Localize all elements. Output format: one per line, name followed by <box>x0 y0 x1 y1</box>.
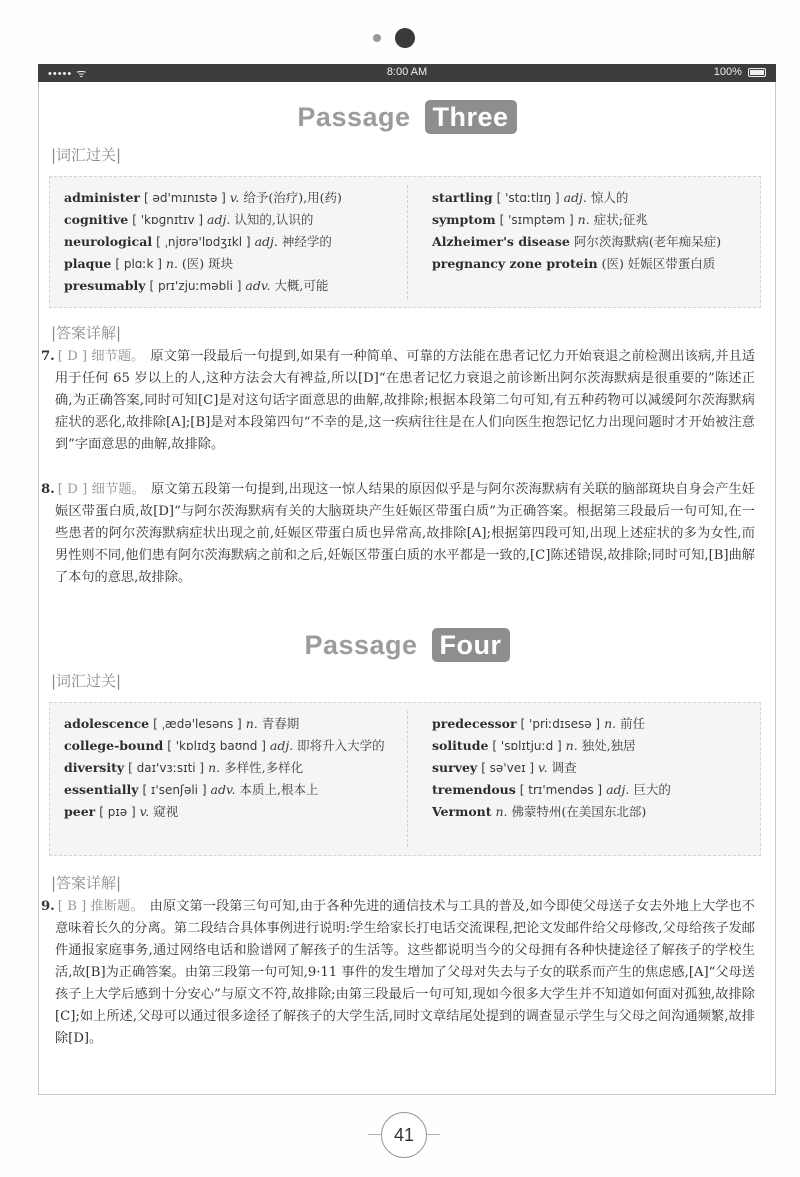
answer-text: 原文第五段第一句提到,出现这一惊人结果的原因似乎是与阿尔茨海默病有关联的脑部斑块自身会产生妊娠区带蛋白质,故[D]“与阿尔茨海默病有关的大脑斑块产生妊娠区带蛋白质”为正确答案。根据第三段最后一句可知,在一些患者的阿尔茨海默病症状出现之前,妊娠区带蛋白质也异常高,故排除[A];根据第四段可知,出现上述症状的多为女性,而男性则不同,他们患有阿尔茨海默病之前和之后,妊娠区带蛋白质的水平都是一致的,[C]陈述错误,故排除;同时可知,[B]曲解了本句的意思,故排除。 <box>55 482 755 585</box>
vocab-divider <box>407 185 408 299</box>
vocab-item: administer [ əd'mɪnɪstə ] v. 给予(治疗),用(药) <box>64 190 342 205</box>
answer-text: 由原文第一段第三句可知,由于各种先进的通信技术与工具的普及,如今即使父母送子女去外地上大学也不意味着长久的分离。第二段结合具体事例进行说明:学生给家长打电话交流课程,把论文发邮件给父母修改,父母给孩子发邮件通报家庭事务,通过网络电话和脸谱网了解孩子的生活等。这些都说明当今的父母拥有各种快捷途径了解孩子的学校生活,故[B]为正确答案。由第三段第一句可知,9·11 事件的发生增加了父母对失去与子女的联系而产生的焦虑感,[A]“父母送孩子上大学后感到十分安心”与原文不符,故排除;由第三段最后一句可知,现如今很多大学生并不知道如何面对孤独,故排除[C];如上所述,父母可以通过很多途径了解孩子的大学生活,同时文章结尾处提到的调查显示学生与父母之间沟通频繁,故排除[D]。 <box>55 899 755 1046</box>
question-number: 8. <box>41 482 55 497</box>
vocab-item: diversity [ daɪ'vɜːsɪti ] n. 多样性,多样化 <box>64 760 304 775</box>
vocab-item: cognitive [ 'kɒɡnɪtɪv ] adj. 认知的,认识的 <box>64 212 314 227</box>
device-camera <box>0 26 800 50</box>
vocab-item: neurological [ ˌnjʊrə'lɒdʒɪkl ] adj. 神经学的 <box>64 234 332 249</box>
vocab-item: essentially [ ɪ'senʃəli ] adv. 本质上,根本上 <box>64 782 319 797</box>
vocab-item: survey [ sə'veɪ ] v. 调查 <box>432 760 577 775</box>
passage-label: Passage <box>304 630 418 660</box>
vocab-column-left <box>64 187 342 297</box>
answer-option: [ D ] <box>57 482 88 497</box>
passage-number: Three <box>425 100 517 134</box>
vocab-item: solitude [ 'sɒlɪtjuːd ] n. 独处,独居 <box>432 738 636 753</box>
vocab-box <box>49 702 761 856</box>
status-bar <box>38 64 776 82</box>
sensor-dot <box>373 34 381 42</box>
vocab-item: symptom [ 'sɪmptəm ] n. 症状;征兆 <box>432 212 648 227</box>
answer-heading: |答案详解| <box>51 874 122 892</box>
answer-item <box>41 346 756 456</box>
vocab-box <box>49 176 761 308</box>
question-type: 细节题。 <box>91 349 145 364</box>
vocab-column-left <box>64 713 399 823</box>
vocab-item: presumably [ prɪ'zjuːməbli ] adv. 大概,可能 <box>64 278 329 293</box>
vocab-column-right <box>432 713 671 823</box>
vocab-item: tremendous [ trɪ'mendəs ] adj. 巨大的 <box>432 782 671 797</box>
page-number-rule-right <box>427 1134 440 1135</box>
answer-option: [ B ] <box>57 899 87 914</box>
answer-option: [ D ] <box>57 349 88 364</box>
question-number: 9. <box>41 899 55 914</box>
vocab-column-right <box>432 187 721 275</box>
passage-four-title <box>39 628 775 662</box>
question-type: 推断题。 <box>90 899 144 914</box>
answer-text: 原文第一段最后一句提到,如果有一种简单、可靠的方法能在患者记忆力开始衰退之前检测出该病,并且适用于任何 65 岁以上的人,这种方法会大有裨益,所以[D]“在患者记忆力衰退之前诊断出阿尔茨海默病是很重要的”陈述正确,为正确答案,同时可知[C]是对这句话字面意思的曲解,故排除;根据本段第二句可知,有五种药物可以减缓阿尔茨海默病症状的恶化,故排除[A];[B]是对本段第四句“不幸的是,这一疾病往往是在人们向医生抱怨记忆力出现问题时才开始被注意到”字面意思的曲解,故排除。 <box>55 349 756 452</box>
vocab-item: Alzheimer's disease 阿尔茨海默病(老年痴呆症) <box>432 234 722 249</box>
vocab-item: Vermont n. 佛蒙特州(在美国东北部) <box>432 804 647 819</box>
passage-label: Passage <box>297 102 411 132</box>
vocab-item: adolescence [ ˌædə'lesəns ] n. 青春期 <box>64 716 300 731</box>
vocab-item: startling [ 'stɑːtlɪŋ ] adj. 惊人的 <box>432 190 629 205</box>
camera-lens <box>395 28 415 48</box>
signal-icon: ••••• ᯤ <box>48 68 88 80</box>
vocab-heading: |词汇过关| <box>51 672 122 690</box>
page-number: 41 <box>381 1112 427 1158</box>
vocab-item: peer [ pɪə ] v. 窥视 <box>64 804 179 819</box>
battery-icon <box>748 68 766 77</box>
vocab-item: predecessor [ 'priːdɪsesə ] n. 前任 <box>432 716 646 731</box>
question-type: 细节题。 <box>91 482 145 497</box>
vocab-heading: |词汇过关| <box>51 146 122 164</box>
vocab-divider <box>407 711 408 847</box>
battery-label: 100% <box>713 66 742 78</box>
vocab-item: plaque [ plɑːk ] n. (医) 斑块 <box>64 256 234 271</box>
page-number-rule-left <box>368 1134 381 1135</box>
answer-heading: |答案详解| <box>51 324 122 342</box>
page <box>38 82 776 1095</box>
status-time: 8:00 AM <box>386 66 428 78</box>
answer-item <box>41 896 755 1050</box>
passage-three-title <box>39 100 775 134</box>
passage-number: Four <box>432 628 510 662</box>
vocab-item: college-bound [ 'kɒlɪdʒ baʊnd ] adj. 即将升入大学的 <box>64 738 385 753</box>
vocab-item: pregnancy zone protein (医) 妊娠区带蛋白质 <box>432 256 716 271</box>
battery-status <box>714 66 766 78</box>
question-number: 7. <box>41 349 55 364</box>
answer-item <box>41 479 755 589</box>
